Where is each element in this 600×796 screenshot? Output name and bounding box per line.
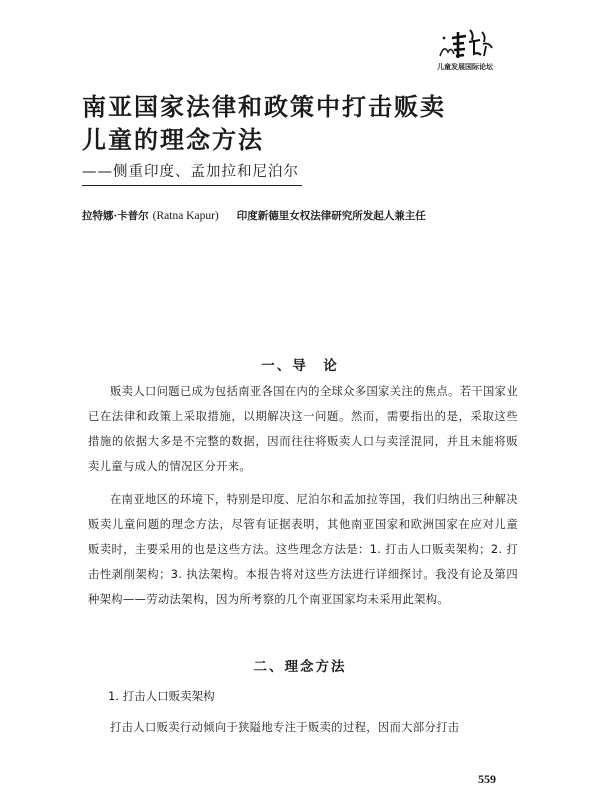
section-heading-approaches: 二、理念方法 bbox=[253, 659, 347, 675]
author-name-cn: 拉特娜·卡普尔 bbox=[82, 210, 149, 222]
title-line-1: 南亚国家法律和政策中打击贩卖 bbox=[82, 92, 446, 121]
subsection-heading: 1. 打击人口贩卖架构 bbox=[108, 689, 215, 703]
page-number: 559 bbox=[478, 772, 496, 786]
article-subtitle: ——侧重印度、孟加拉和尼泊尔 bbox=[82, 164, 299, 180]
paragraph-2-text: 在南亚地区的环境下，特别是印度、尼泊尔和孟加拉等国，我们归纳出三种解决贩卖儿童问题的理念方法，尽管有证据表明，其他南亚国家和欧洲国家在应对儿童贩卖时，主要采用的也是这些方法。这些理念方法是：1. 打击人口贩卖架构；2. 打击性剥削架构；3. 执法架构。本报告将对这些方法进行详细探讨。我没有论及第四种架构——劳动法架构，因为所考察的几个南亚国家均未采用此架构。 bbox=[88, 493, 518, 606]
journal-caption: 儿童发展国际论坛 bbox=[437, 63, 493, 71]
section-heading-introduction: 一、导 论 bbox=[261, 358, 339, 374]
author-name-en: (Ratna Kapur) bbox=[152, 210, 219, 222]
journal-logo bbox=[428, 22, 502, 72]
author-line bbox=[82, 208, 426, 223]
journal-calligraphy-logo-icon bbox=[434, 22, 496, 62]
paragraph-3-text: 打击人口贩卖行动倾向于狭隘地专注于贩卖的过程，因而大部分打击 bbox=[110, 721, 460, 734]
paragraph-1-text: 贩卖人口问题已成为包括南亚各国在内的全球众多国家关注的焦点。若干国家业已在法律和政策上采取措施，以期解决这一问题。然而，需要指出的是，采取这些措施的依据大多是不完整的数据，因而往往将贩卖人口与卖淫混同，并且未能将贩卖儿童与成人的情况区分开来。 bbox=[88, 385, 518, 473]
paragraph-1 bbox=[88, 379, 518, 479]
author-affiliation: 印度新德里女权法律研究所发起人兼主任 bbox=[236, 210, 426, 222]
paragraph-3 bbox=[88, 715, 518, 740]
title-divider bbox=[82, 185, 302, 186]
paragraph-2 bbox=[88, 487, 518, 612]
title-line-2: 儿童的理念方法 bbox=[82, 125, 264, 154]
article-title bbox=[82, 90, 446, 156]
